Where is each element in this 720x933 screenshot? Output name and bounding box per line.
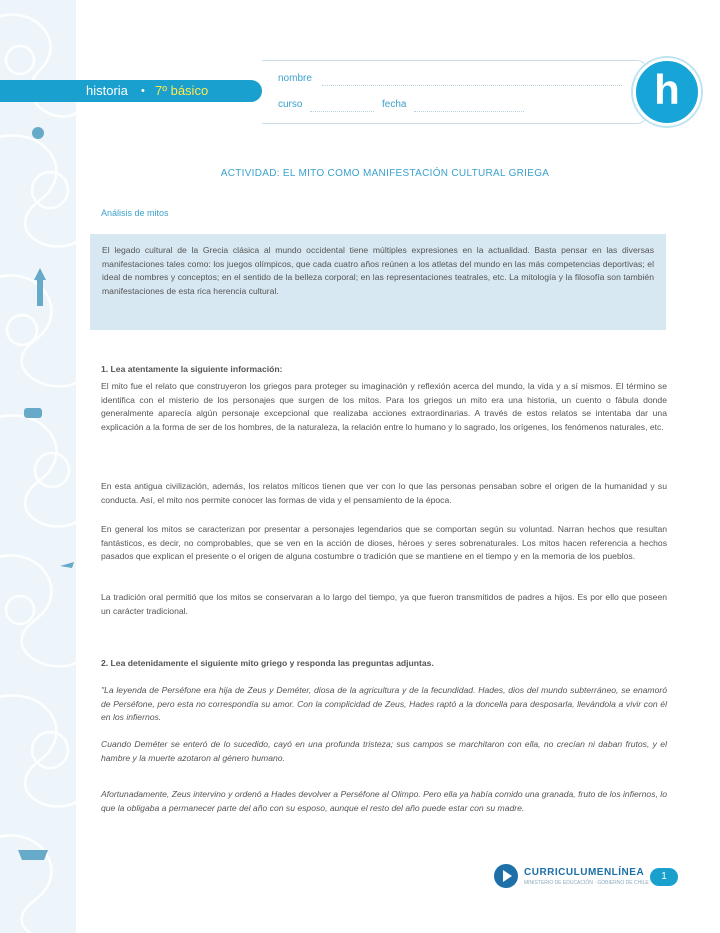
info-paragraph: El mito fue el relato que construyeron los griegos para proteger su imaginación y reflexión acerca del mundo, la vida y a sí mismos. El término se identifica con el misterio de los personajes que surgen de los mitos. Para los griegos un mito era una historia, un cuento o fábula donde generalmente aparecía algún personaje excepcional que realizaba acciones extraordinarias. A través de estos relatos se intentaba dar una explicación a la forma de ser de los hombres, de la naturaleza, la relación entre lo humano y lo sagrado, los orígenes, los fenómenos naturales, etc. [101,381,667,433]
separator-dot: • [141,85,145,97]
info-paragraph: La tradición oral permitió que los mitos se conservaran a lo largo del tiempo, ya que fueron transmitidos de padres a hijos. Es por ello que poseen un carácter tradicional. [101,592,667,616]
grade-label: 7º básico [155,83,209,98]
page-number: 1 [650,868,678,886]
question-2: 2. Lea detenidamente el siguiente mito griego y responda las preguntas adjuntas. [101,658,434,668]
swirl-pattern-icon [0,0,76,933]
play-circle-icon [494,864,518,888]
info-paragraph: En esta antigua civilización, además, los relatos míticos tienen que ver con lo que las personas pensaban sobre el origen de la humanidad y su conducta. Así, el mito nos permite conocer las formas de vida y el pensamiento de la época. [101,481,667,505]
decorative-side-band [0,0,76,933]
myth-paragraph: Cuando Deméter se enteró de lo sucedido, cayó en una profunda tristeza; sus campos se marchitaron con ella, no crecían ni daban frutos, y el hambre y la muerte azotaron al género humano. [101,739,667,763]
fecha-field[interactable] [414,111,524,112]
curso-field[interactable] [310,111,374,112]
section-label: Análisis de mitos [101,208,169,218]
fecha-label: fecha [382,99,407,110]
info-paragraph: En general los mitos se caracterizan por presentar a personajes legendarios que se comportan según su voluntad. Narran hechos que resultan fantásticos, es decir, no comprobables, que se ven en la acción de dioses, héroes y seres sobrenaturales. Los mitos hacen referencia a hechos pasados que explican el presente o el origen de alguna costumbre o tradición que se mantiene en el tiempo y en la memoria de los pueblos. [101,524,667,562]
historia-logo-icon: h [633,58,701,126]
nombre-field[interactable] [322,85,622,86]
myth-paragraph: "La leyenda de Perséfone era hija de Zeus y Deméter, diosa de la agricultura y de la fecundidad. Hades, dios del mundo subterráneo, se enamoró de Perséfone, pero esta no correspondía su amor. Con la complicidad de Zeus, Hades raptó a la doncella para desposarla, llevándola a vivir con él en los infiernos. [101,685,667,723]
brand-name: CURRICULUMENLÍNEA [524,867,645,878]
nombre-label: nombre [278,73,312,84]
brand-subtitle: MINISTERIO DE EDUCACIÓN · GOBIERNO DE CHILE [524,880,649,886]
subject-label: historia [86,83,128,98]
page-title: ACTIVIDAD: EL MITO COMO MANIFESTACIÓN CULTURAL GRIEGA [220,168,550,179]
subject-header-bar [0,80,262,102]
intro-box [90,234,666,330]
curso-label: curso [278,99,303,110]
myth-paragraph: Afortunadamente, Zeus intervino y ordenó a Hades devolver a Perséfone al Olimpo. Pero ella ya había comido una granada, fruto de los infiernos, lo que la obligaba a permanecer parte del año con su esposo, aunque el resto del año puede estar con su madre. [101,789,667,813]
question-1: 1. Lea atentamente la siguiente información: [101,364,283,374]
intro-text: El legado cultural de la Grecia clásica al mundo occidental tiene múltiples expresiones en la actualidad. Basta pensar en las diversas manifestaciones tales como: los juegos olímpicos, que cada cuatro años reúnen a los atletas del mundo en las más competencias deportivas; el ideal de nombres y conceptos; en el sentido de la belleza corporal; en las representaciones teatrales, etc. La mitología y la filosofía son también manifestaciones de esta rica herencia cultural. [102,245,654,296]
student-info-form [262,60,647,124]
